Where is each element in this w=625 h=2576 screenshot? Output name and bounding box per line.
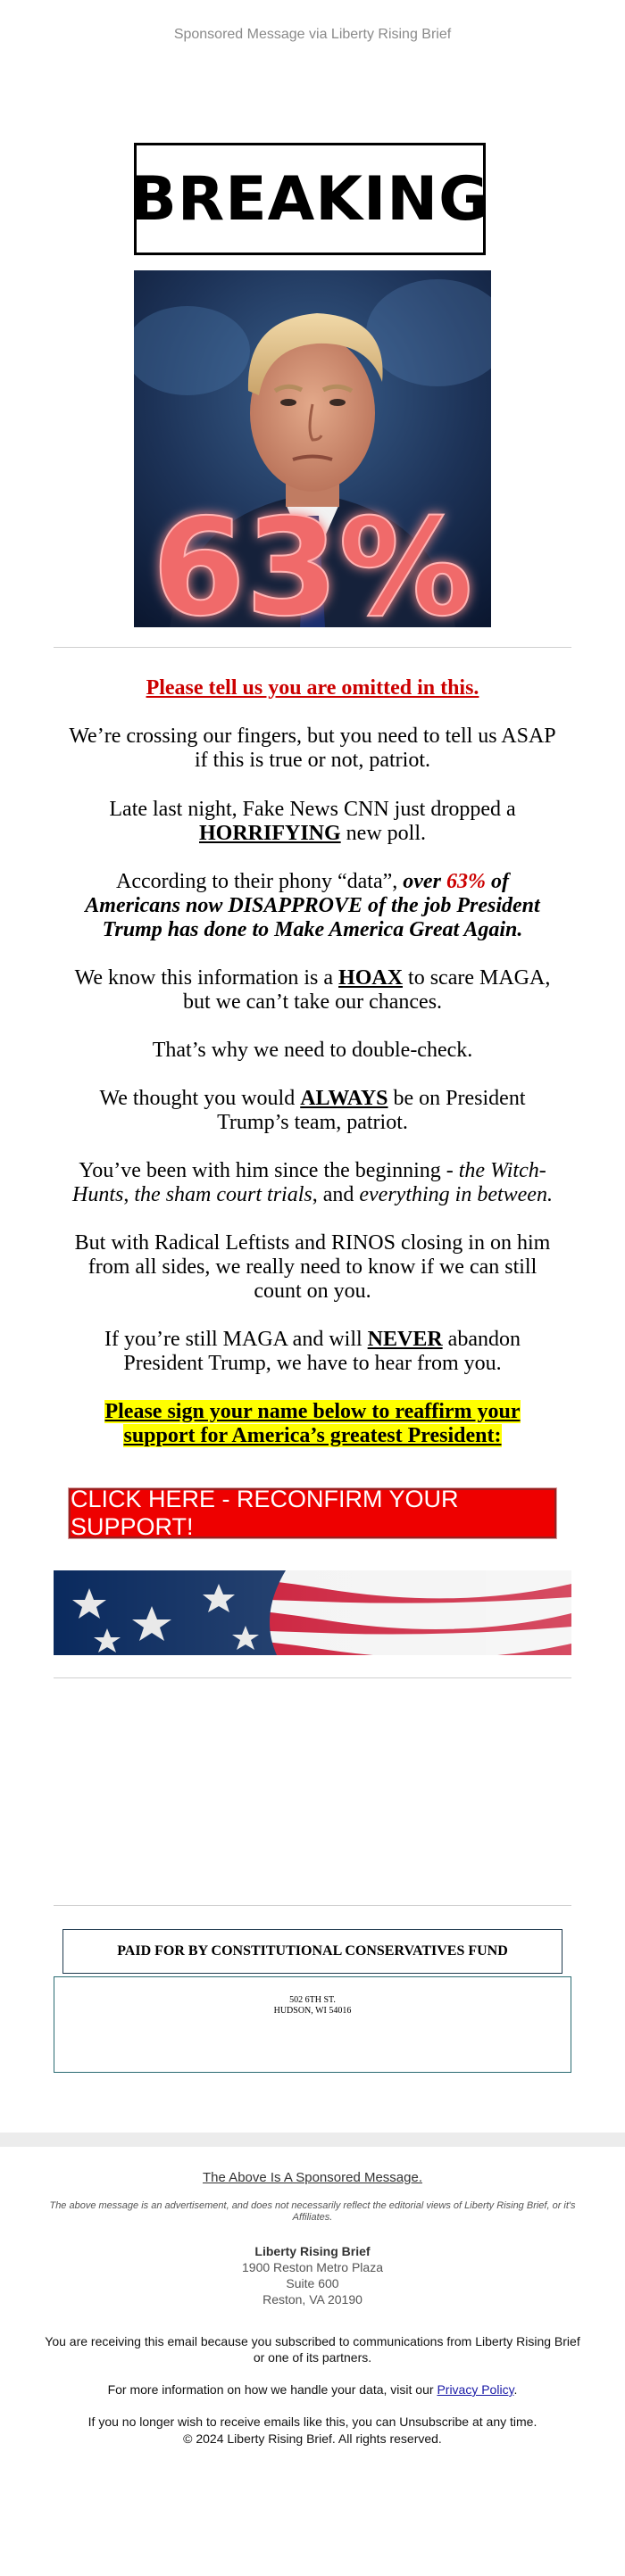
p3-text-b: over	[403, 870, 446, 893]
paid-for-text: PAID FOR BY CONSTITUTIONAL CONSERVATIVES FUND	[117, 1943, 508, 1959]
paragraph-9	[67, 1328, 558, 1376]
p9-text-c: abandon President Trump, we have to hear from you.	[123, 1328, 521, 1375]
p6-emphasis: ALWAYS	[300, 1087, 388, 1110]
footer-receiving-notice: You are receiving this email because you subscribed to communications from Liberty Rising Brief or one of its partners.	[45, 2334, 580, 2365]
privacy-text: For more information on how we handle your data, visit our	[107, 2382, 438, 2397]
p4-text-c: to scare MAGA, but we can’t take our chances.	[182, 966, 551, 1014]
p4-text-a: We know this information is a	[74, 966, 339, 990]
paragraph-5-text: That’s why we need to double-check.	[152, 1039, 473, 1062]
footer-disclaimer: The above message is an advertisement, and does not necessarily reflect the editorial views of Liberty Rising Brief, or it's Affiliates.	[49, 2200, 576, 2223]
breaking-banner	[130, 143, 489, 255]
p9-emphasis: NEVER	[367, 1328, 443, 1351]
privacy-period: .	[513, 2382, 518, 2397]
footer-unsubscribe-notice: If you no longer wish to receive emails like this, you can Unsubscribe at any time.	[88, 2414, 538, 2429]
footer-address-line-1: 1900 Reston Metro Plaza	[242, 2260, 383, 2274]
hero-portrait-illustration	[134, 270, 491, 627]
paragraph-5	[67, 1039, 558, 1063]
hero-stat-text: 63%	[152, 491, 473, 627]
divider-top	[54, 647, 571, 648]
paragraph-10	[67, 1400, 558, 1448]
paragraph-8	[67, 1231, 558, 1304]
p3-text-d: of Americans now DISAPPROVE of the job President Trump has done to Make America Great Again.	[85, 870, 540, 941]
paragraph-7	[67, 1159, 558, 1207]
paragraph-4	[67, 966, 558, 1015]
footer-privacy-line	[40, 2381, 585, 2398]
p6-text-c: be on President Trump’s team, patriot.	[217, 1087, 526, 1134]
paragraph-6	[67, 1087, 558, 1135]
preheader-text: Sponsored Message via Liberty Rising Brief	[173, 27, 452, 42]
p9-text-a: If you’re still MAGA and will	[104, 1328, 368, 1351]
paragraph-1	[67, 725, 558, 773]
p4-emphasis: HOAX	[338, 966, 404, 990]
divider-mid	[54, 1677, 571, 1678]
divider-bottom	[54, 1905, 571, 1906]
p7-text-e: , and	[312, 1183, 360, 1206]
p2-emphasis: HORRIFYING	[199, 822, 341, 845]
p3-stat: 63%	[446, 870, 486, 893]
p7-text-a: You’ve been with him since the beginning -	[79, 1159, 459, 1182]
paragraph-3	[67, 870, 558, 942]
mailing-address-box	[54, 1976, 571, 2073]
p2-text-c: new poll.	[340, 822, 426, 845]
p2-text-a: Late last night, Fake News CNN just dropped a	[109, 798, 516, 821]
p7-italic-f: everything in between.	[359, 1183, 553, 1206]
footer-address-line-3: Reston, VA 20190	[262, 2292, 362, 2307]
paragraph-1-text: We’re crossing our fingers, but you need to tell us ASAP if this is true or not, patriot.	[69, 725, 556, 772]
paragraph-2	[67, 798, 558, 846]
flag-banner-image[interactable]	[54, 1570, 571, 1655]
hero-image[interactable]	[134, 270, 491, 627]
headline: Please tell us you are omitted in this.	[146, 676, 479, 700]
privacy-policy-link[interactable]: Privacy Policy	[437, 2382, 514, 2397]
address-line-1: 502 6TH ST.	[289, 1995, 336, 2005]
paragraph-8-text: But with Radical Leftists and RINOS closing in on him from all sides, we really need to know if we can still count on you.	[74, 1231, 551, 1303]
paid-for-disclaimer	[62, 1929, 562, 1974]
footer-copyright: © 2024 Liberty Rising Brief. All rights reserved.	[183, 2431, 442, 2446]
reconfirm-support-button[interactable]: CLICK HERE - RECONFIRM YOUR SUPPORT!	[69, 1488, 556, 1538]
footer-address-line-2: Suite 600	[286, 2276, 339, 2290]
footer-separator-band	[0, 2133, 625, 2147]
p7-italic-d: the sham court trials	[134, 1183, 312, 1206]
flag-illustration	[54, 1570, 571, 1655]
p6-text-a: We thought you would	[99, 1087, 301, 1110]
p7-text-c: ,	[123, 1183, 135, 1206]
p7-italic-b: the Witch-Hunts	[72, 1159, 546, 1206]
sponsored-message-link[interactable]: The Above Is A Sponsored Message.	[203, 2170, 422, 2185]
address-line-2: HUDSON, WI 54016	[273, 2006, 352, 2016]
footer-org-name: Liberty Rising Brief	[254, 2244, 371, 2258]
reaffirm-callout: Please sign your name below to reaffirm your support for America’s greatest President:	[104, 1400, 521, 1447]
breaking-label: BREAKING	[130, 163, 489, 235]
footer-org-address	[40, 2243, 585, 2307]
p3-text-a: According to their phony “data”,	[116, 870, 404, 893]
email-footer	[0, 2133, 625, 2576]
headline-block	[67, 676, 558, 700]
